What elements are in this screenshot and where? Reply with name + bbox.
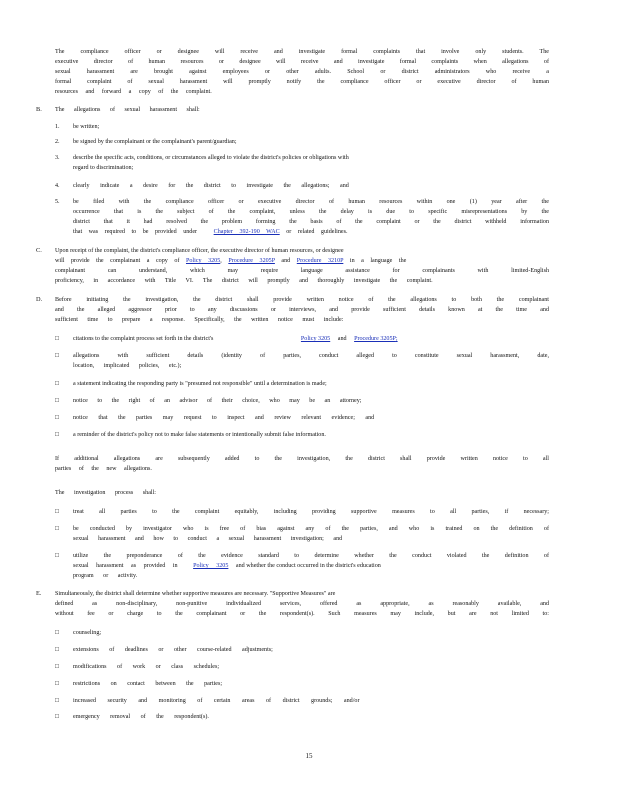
checkbox-icon: □ [55, 663, 59, 670]
checkbox-icon: □ [55, 646, 59, 653]
notice-item: notice that the parties may request to inspect and review relevant evidence; and [73, 415, 375, 421]
list-item: regard to discrimination; [73, 165, 134, 171]
list-item: be signed by the complainant or the complainant's parent/guardian; [73, 139, 237, 145]
process-item [73, 561, 381, 572]
text: that was required to be provided under [73, 229, 198, 235]
checkbox-icon: □ [55, 414, 59, 421]
measure-item: emergency removal of the respondent(s). [73, 714, 209, 720]
section-b-heading: The allegations of sexual harassment shall: [55, 107, 200, 113]
text: or related guidelines. [286, 229, 348, 235]
section-d-line: and the alleged aggressor prior to any discussions or interviews, and provide sufficient details known at the time and [55, 307, 549, 313]
measure-item: counseling; [73, 630, 102, 636]
list-item: occurrence that is the subject of the complaint, unless the delay is due to specific misrepresentations by the [73, 209, 549, 215]
intro-line: sexual harassment are brought against employees or other adults. School or district administrators who receive a [55, 69, 549, 75]
text: ; [395, 336, 398, 342]
list-number: 5. [55, 199, 60, 205]
section-c-line: proficiency, in accordance with Title VI. The district will promptly and thoroughly investigate the complaint. [55, 278, 433, 284]
procedure-3205p-link[interactable]: Procedure 3205P [354, 336, 396, 342]
measure-item: increased security and monitoring of certain areas of district grounds; and/or [73, 698, 360, 704]
chapter-392-190-wac-link[interactable]: Chapter 392-190 WAC [213, 229, 280, 235]
list-number: 1. [55, 124, 60, 130]
section-c-line: will provide the complainant a copy of Policy 3205, Procedure 3205P and Procedure 3210P in a language the [55, 258, 407, 264]
text: will provide the complainant a copy of [55, 258, 180, 264]
measure-item: restrictions on contact between the parties; [73, 681, 223, 687]
process-item: sexual harassment and how to conduct a sexual harassment investigation; and [73, 536, 343, 542]
process-item: be conducted by investigator who is free of bias against any of the parties, and who is trained on the definition of [73, 526, 549, 532]
section-e-line: Simultaneously, the district shall determine whether supportive measures are necessary. "Supportive Measures" are [55, 591, 336, 597]
notice-item: a statement indicating the responding party is "presumed not responsible" until a determination is made; [73, 381, 327, 387]
notice-item: allegations with sufficient details (identity of parties, conduct alleged to constitute sexual harassment, date, [73, 353, 549, 359]
procedure-3210p-link[interactable]: Procedure 3210P [296, 258, 344, 264]
text: in a language the [349, 258, 407, 264]
notice-item [73, 334, 398, 345]
list-item: district that it had resolved the problem forming the basis of the complaint or the district withheld information [73, 219, 549, 225]
section-c-line: complainant can understand, which may require language assistance for complainants with limited-English [55, 268, 549, 274]
list-item: describe the specific acts, conditions, or circumstances alleged to violate the district's policies or obligations with [73, 155, 349, 161]
section-d-label: D. [36, 296, 43, 303]
checkbox-icon: □ [55, 508, 59, 515]
checkbox-icon: □ [55, 397, 59, 404]
list-item: be written; [73, 124, 100, 130]
text: and whether the conduct occurred in the district's education [235, 563, 381, 569]
section-e-line: defined as non-disciplinary, non-punitive individualized services, offered as appropriate, as reasonably available, and [55, 601, 549, 607]
process-heading: The investigation process shall: [55, 490, 157, 496]
process-item: program or activity. [73, 573, 138, 579]
section-b-label: B. [36, 106, 42, 113]
checkbox-icon: □ [55, 697, 59, 704]
text: citations to the complaint process set forth in the district's [73, 336, 214, 342]
process-item: utilize the preponderance of the evidence standard to determine whether the conduct violated the definition of [73, 553, 549, 559]
list-item: be filed with the compliance officer or executive director of human resources within one (1) year after the [73, 199, 549, 205]
section-e-label: E. [36, 590, 42, 597]
list-number: 4. [55, 183, 60, 189]
notice-item: notice to the right of an advisor of their choice, who may be an attorney; [73, 398, 362, 404]
notice-item: location, implicated policies, etc.); [73, 363, 182, 369]
additional-line: If additional allegations are subsequently added to the investigation, the district shall provide written notice to all [55, 456, 549, 462]
checkbox-icon: □ [55, 713, 59, 720]
measure-item: modifications of work or class schedules; [73, 664, 220, 670]
section-e-line: without fee or charge to the complainant or the respondent(s). Such measures may include, but are not limited to: [55, 611, 549, 617]
section-c-label: C. [36, 247, 42, 254]
checkbox-icon: □ [55, 431, 59, 438]
policy-3205-link[interactable]: Policy 3205 [185, 258, 221, 264]
intro-line: executive director of human resources or designee will receive and investigate formal complaints when allegations of [55, 59, 549, 65]
checkbox-icon: □ [55, 680, 59, 687]
additional-line: parties of the new allegations. [55, 466, 152, 472]
process-item: treat all parties to the complaint equitably, including providing supportive measures to all parties, if necessary; [73, 509, 549, 515]
checkbox-icon: □ [55, 335, 59, 342]
notice-item: a reminder of the district's policy not to make false statements or intentionally submit false information. [73, 432, 326, 438]
text: and [337, 336, 347, 342]
checkbox-icon: □ [55, 552, 59, 559]
procedure-3205p-link[interactable]: Procedure 3205P [228, 258, 275, 264]
section-d-line: sufficient time to prepare a response. Specifically, the written notice must include: [55, 317, 344, 323]
intro-line: formal complaint of sexual harassment will promptly notify the compliance officer or executive director of human [55, 79, 549, 85]
checkbox-icon: □ [55, 380, 59, 387]
section-c-line: Upon receipt of the complaint, the district's compliance officer, the executive director of human resources, or designee [55, 248, 344, 254]
section-d-line: Before initiating the investigation, the district shall provide written notice of the allegations to both the complainant [55, 297, 549, 303]
text: and [281, 258, 291, 264]
text: sexual harassment as provided in [73, 563, 178, 569]
list-item [73, 227, 348, 238]
list-item: clearly indicate a desire for the district to investigate the allegations; and [73, 183, 349, 189]
policy-3205-link[interactable]: Policy 3205 [193, 563, 229, 569]
checkbox-icon: □ [55, 352, 59, 359]
intro-line: The compliance officer or designee will receive and investigate formal complaints that involve only students. The [55, 49, 549, 55]
policy-3205-link[interactable]: Policy 3205 [300, 336, 331, 342]
checkbox-icon: □ [55, 629, 59, 636]
intro-line: resources and forward a copy of the complaint. [55, 89, 212, 95]
measure-item: extensions of deadlines or other course-related adjustments; [73, 647, 273, 653]
list-number: 3. [55, 155, 60, 161]
list-number: 2. [55, 139, 60, 145]
checkbox-icon: □ [55, 525, 59, 532]
page-number: 15 [305, 752, 313, 760]
